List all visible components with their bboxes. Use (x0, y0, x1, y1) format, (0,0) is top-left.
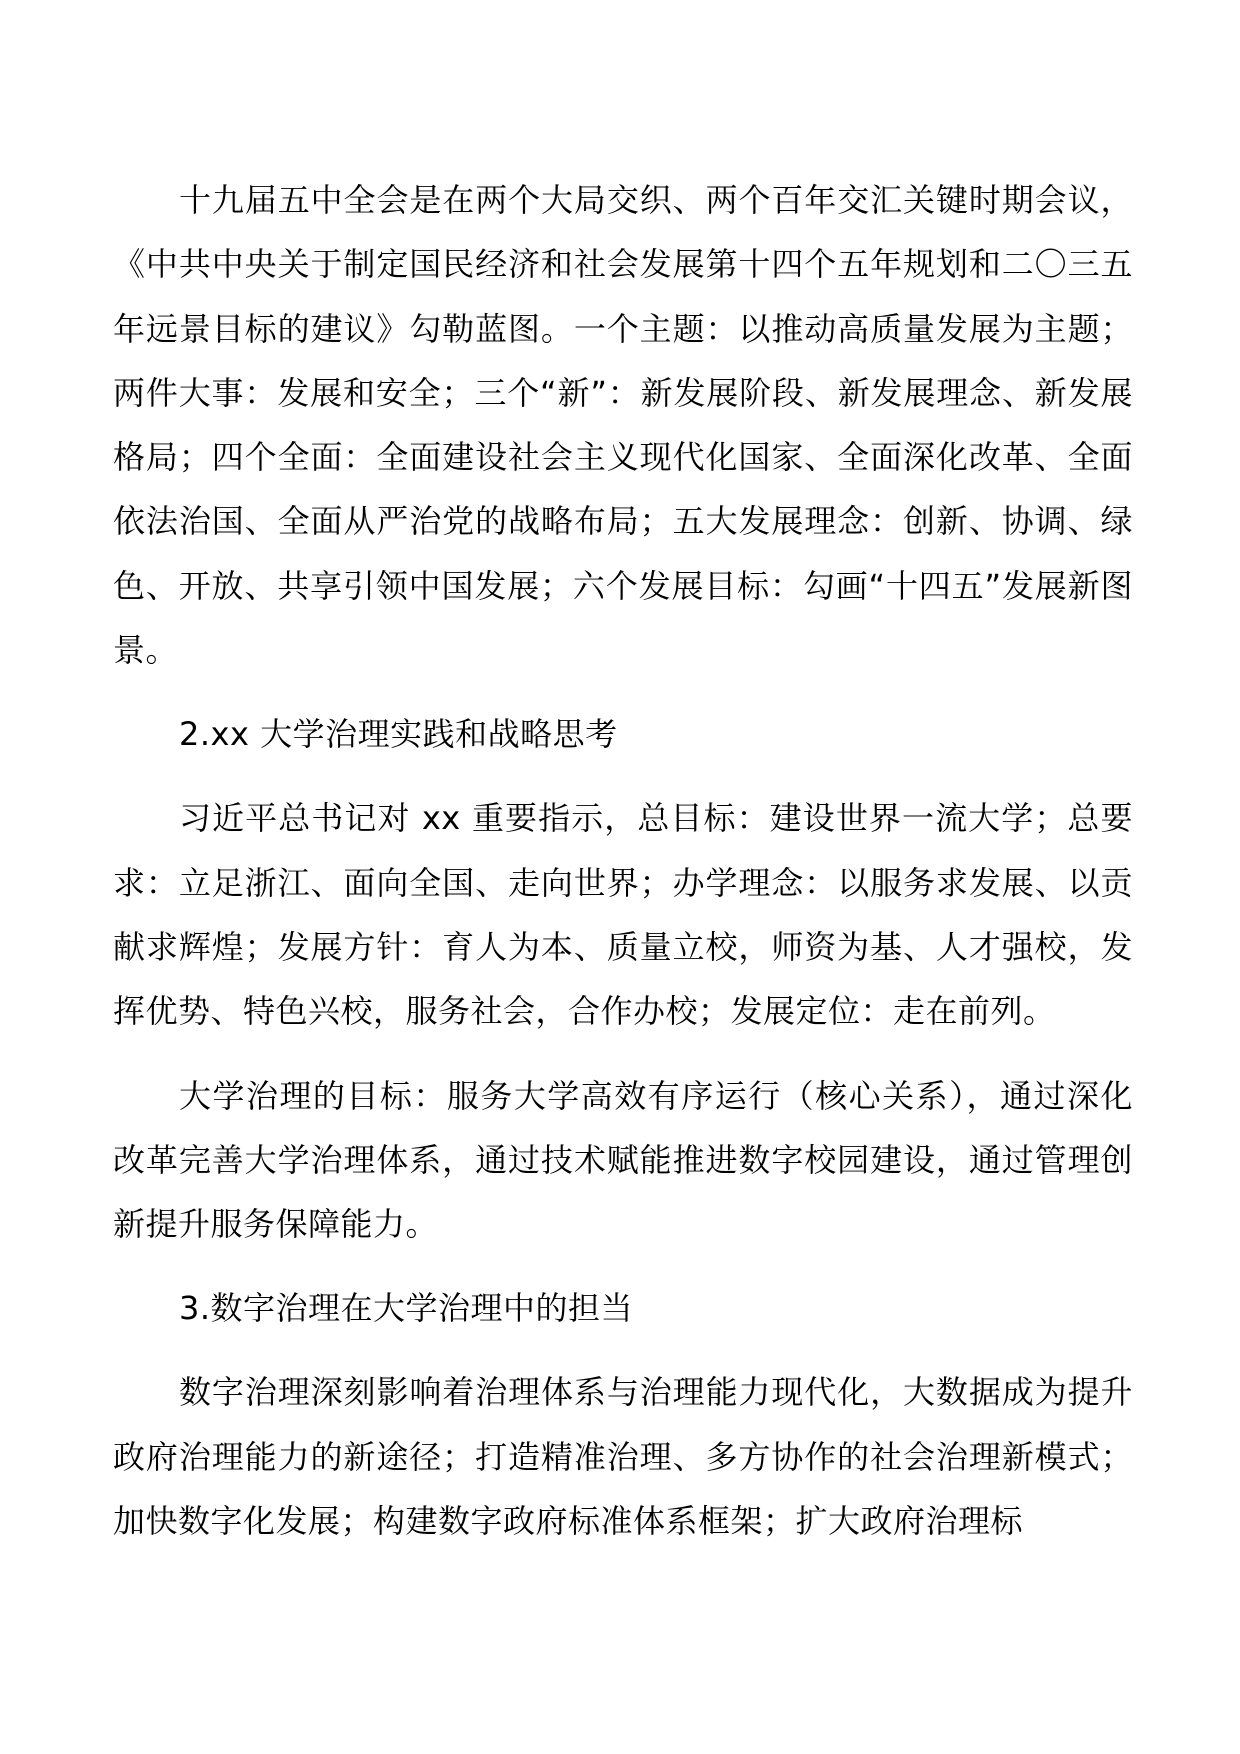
paragraph-digital-governance: 数字治理深刻影响着治理体系与治理能力现代化，大数据成为提升政府治理能力的新途径；打造精准治理、多方协作的社会治理新模式；加快数字化发展；构建数字政府标准体系框架；扩大政府治理标 (113, 1373, 1133, 1541)
document-body (113, 168, 1133, 1573)
paragraph-fifth-plenum: 十九届五中全会是在两个大局交织、两个百年交汇关键时期会议，《中共中央关于制定国民经济和社会发展第十四个五年规划和二〇三五年远景目标的建议》勾勒蓝图。一个主题：以推动高质量发展为主题；两件大事：发展和安全；三个“新”：新发展阶段、新发展理念、新发展格局；四个全面：全面建设社会主义现代化国家、全面深化改革、全面依法治国、全面从严治党的战略布局；五大发展理念：创新、协调、绿色、开放、共享引领中国发展；六个发展目标：勾画“十四五”发展新图景。 (113, 181, 1133, 670)
paragraph-governance-goals: 大学治理的目标：服务大学高效有序运行（核心关系），通过深化改革完善大学治理体系，通过技术赋能推进数字校园建设，通过管理创新提升服务保障能力。 (113, 1076, 1133, 1244)
paragraph-important-instructions: 习近平总书记对 xx 重要指示，总目标：建设世界一流大学；总要求：立足浙江、面向全国、走向世界；办学理念：以服务求发展、以贡献求辉煌；发展方针：育人为本、质量立校，师资为基、人才强校，发挥优势、特色兴校，服务社会，合作办校；发展定位：走在前列。 (113, 799, 1133, 1031)
section-heading-university-governance: 2.xx 大学治理实践和战略思考 (179, 715, 618, 754)
section-heading-digital-governance: 3.数字治理在大学治理中的担当 (179, 1289, 634, 1328)
